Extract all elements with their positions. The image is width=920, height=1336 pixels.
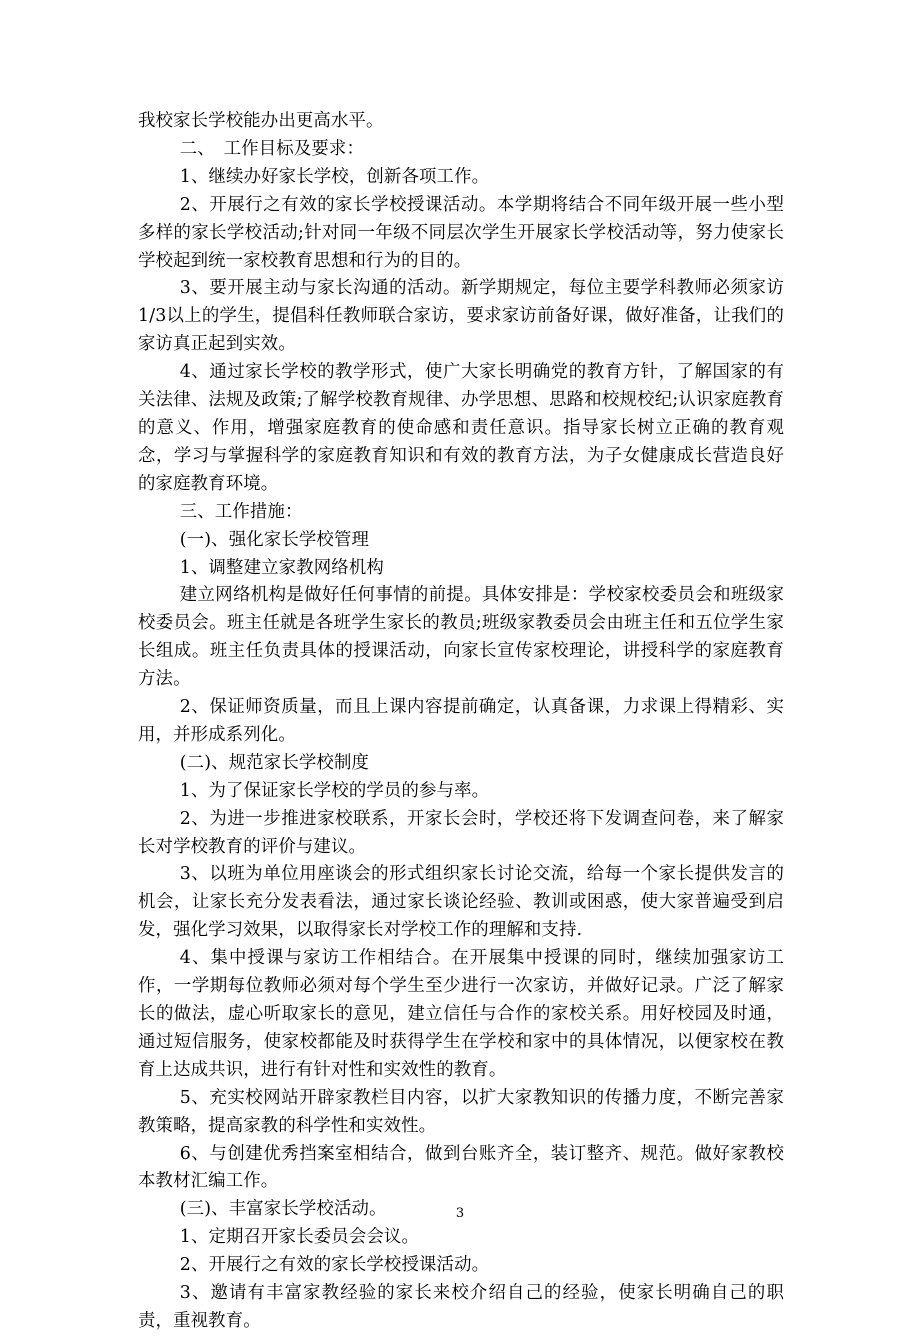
regulation-item-5: 5、充实校网站开辟家教栏目内容，以扩大家教知识的传播力度，不断完善家教策略，提高家教的科学性和实效性。 [138, 1087, 784, 1136]
heading-work-measures: 三、工作措施： [179, 501, 303, 522]
goal-item-1: 1、继续办好家长学校，创新各项工作。 [179, 166, 490, 187]
goal-item-2: 2、开展行之有效的家长学校授课活动。本学期将结合不同年级开展一些小型多样的家长学校活动;针对同一年级不同层次学生开展家长学校活动等，努力使家长学校起到统一家校教育思想和行为的目的。 [138, 194, 784, 271]
goal-item-4: 4、通过家长学校的教学形式，使广大家长明确党的教育方针，了解国家的有关法律、法规及政策;了解学校教育规律、办学思想、思路和校规校纪;认识家庭教育的意义、作用，增强家庭教育的使命感和责任意识。指导家长树立正确的教育观念，学习与掌握科学的家庭教育知识和有效的教育方法，为子女健康成长营造良好的家庭教育环境。 [138, 362, 785, 494]
subheading-activities: (三)、丰富家长学校活动。 [179, 1199, 387, 1220]
paragraph-continuation: 我校家长学校能办出更高水平。 [138, 111, 384, 131]
management-item-1-body: 建立网络机构是做好任何事情的前提。具体安排是：学校家校委员会和班级家校委员会。班主任就是各班学生家长的教员;班级家教委员会由班主任和五位学生家长组成。班主任负责具体的授课活动，向家长宣传家校理论，讲授科学的家庭教育方法。 [138, 585, 784, 690]
regulation-item-4: 4、集中授课与家访工作相结合。在开展集中授课的同时，继续加强家访工作，一学期每位教师必须对每个学生至少进行一次家访，并做好记录。广泛了解家长的做法，虚心听取家长的意见，建立信任与合作的家校关系。用好校园及时通，通过短信服务，使家校都能及时获得学生在学校和家中的具体情况，以便家校在教育上达成共识，进行有针对性和实效性的教育。 [138, 948, 784, 1080]
activity-item-1: 1、定期召开家长委员会会议。 [179, 1227, 419, 1248]
page-number: 3 [455, 1206, 465, 1221]
subheading-management: (一)、强化家长学校管理 [179, 529, 370, 550]
regulation-item-6: 6、与创建优秀挡案室相结合，做到台账齐全，装订整齐、规范。做好家教校本教材汇编工作。 [138, 1143, 784, 1192]
regulation-item-3: 3、以班为单位用座谈会的形式组织家长讨论交流，给每一个家长提供发言的机会，让家长充分发表看法，通过家长谈论经验、教训或困惑，使大家普遍受到启发，强化学习效果，以取得家长对学校工作的理解和支持. [138, 864, 784, 941]
document-body [138, 108, 784, 1336]
management-item-1-title: 1、调整建立家教网络机构 [179, 557, 384, 578]
management-item-2: 2、保证师资质量，而且上课内容提前确定，认真备课，力求课上得精彩、实用，并形成系列化。 [138, 697, 784, 745]
subheading-regulation: (二)、规范家长学校制度 [179, 752, 370, 773]
activity-item-3: 3、邀请有丰富家教经验的家长来校介绍自己的经验，使家长明确自己的职责，重视教育。 [138, 1283, 784, 1331]
goal-item-3: 3、要开展主动与家长沟通的活动。新学期规定，每位主要学科教师必须家访1/3以上的学生，提倡科任教师联合家访，要求家访前备好课，做好准备，让我们的家访真正起到实效。 [138, 278, 784, 355]
heading-work-goals: 二、 工作目标及要求： [179, 138, 364, 159]
regulation-item-1: 1、为了保证家长学校的学员的参与率。 [179, 780, 490, 801]
activity-item-2: 2、开展行之有效的家长学校授课活动。 [179, 1255, 490, 1276]
regulation-item-2: 2、为进一步推进家校联系，开家长会时，学校还将下发调查问卷，来了解家长对学校教育的评价与建议。 [138, 808, 784, 857]
